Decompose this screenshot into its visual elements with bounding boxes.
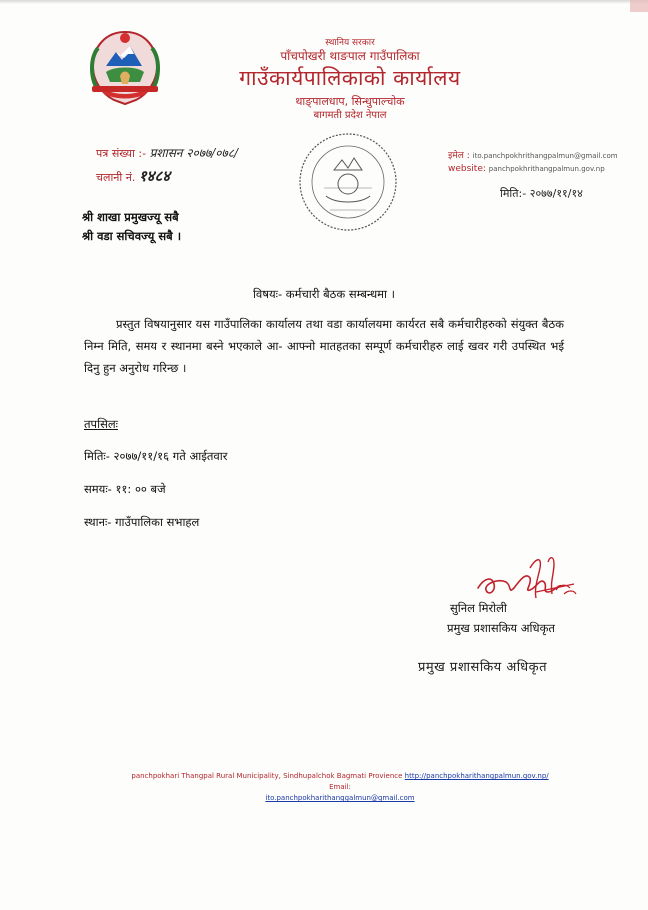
email-value: ito.panchpokhrithangpalmun@gmail.com bbox=[472, 152, 618, 160]
body-paragraph: प्रस्तुत विषयानुसार यस गाउँपालिका कार्यालय तथा वडा कार्यालयमा कार्यरत सबै कर्मचारीहरुको संयुक्त बैठक निम्न मिति, समय र स्थानमा बस्ने भएकाले आ- आफ्नो मातहतका सम्पूर्ण कर्मचारीहरु लाई खवर गरी उपस्थित भई दिनु हुन अनुरोध गरिन्छ । bbox=[84, 317, 564, 375]
letter-date-label: मिति:- bbox=[500, 187, 527, 200]
footer-website-link[interactable]: http://panchpokharithangpalmun.gov.np/ bbox=[404, 772, 549, 780]
dispatch-value: १४८४ bbox=[138, 167, 171, 185]
header-office-title: गाउँकार्यपालिकाको कार्यालय bbox=[239, 66, 461, 90]
handwritten-signature bbox=[470, 548, 580, 608]
footer-email-link[interactable]: ito.panchpokharithanggalmun@gmail.com bbox=[265, 794, 415, 802]
recipient-line: श्री वडा सचिवज्यू सबै । bbox=[82, 229, 182, 243]
footer-address: panchpokhari Thangpal Rural Municipality, Sindhupalchok Bagmati Provience bbox=[131, 772, 403, 780]
reference-value: प्रशासन २०७७/०७८/ bbox=[149, 146, 239, 160]
website-value: panchpokhrithangpalmun.gov.np bbox=[488, 165, 605, 173]
dispatch-number bbox=[96, 166, 170, 186]
meeting-date: मितिः- २०७७/११/१६ गते आईतवार bbox=[84, 449, 228, 463]
footer-line1 bbox=[130, 771, 550, 793]
corner-mark bbox=[630, 0, 648, 12]
office-seal-stamp bbox=[296, 130, 400, 234]
email-row bbox=[448, 150, 638, 163]
website-label: website: bbox=[448, 164, 486, 174]
recipient-line: श्री शाखा प्रमुखज्यू सबै bbox=[82, 210, 179, 224]
recipients bbox=[82, 208, 181, 246]
letter-date-value: २०७७/११/१४ bbox=[529, 187, 583, 200]
header-location-line1: थाङ्पालधाप, सिन्धुपाल्चोक bbox=[295, 95, 405, 108]
contact-block bbox=[448, 150, 638, 176]
signer-title: प्रमुख प्रशासकिय अधिकृत bbox=[447, 621, 555, 635]
footer-email-label: Email: bbox=[329, 783, 351, 791]
header-location-line2: बागमती प्रदेश नेपाल bbox=[313, 110, 387, 121]
designation-stamp: प्रमुख प्रशासकिय अधिकृत bbox=[418, 660, 548, 675]
meeting-time: समयः- ११: ०० बजे bbox=[84, 482, 166, 496]
subject-line: विषयः- कर्मचारी बैठक सम्बन्धमा । bbox=[252, 287, 396, 301]
meeting-place: स्थानः- गाउँपालिका सभाहल bbox=[84, 515, 200, 529]
email-label: इमेल : bbox=[448, 151, 470, 161]
reference-label: पत्र संख्या :- bbox=[96, 147, 147, 160]
letter-date bbox=[500, 186, 583, 201]
letterhead bbox=[200, 38, 500, 123]
details-heading: तपसिलः bbox=[84, 417, 118, 431]
website-row bbox=[448, 163, 638, 176]
nepal-emblem-logo bbox=[84, 28, 166, 106]
header-municipality: पाँचपोखरी थाङपाल गाउँपालिका bbox=[280, 49, 420, 63]
footer bbox=[130, 771, 550, 804]
reference-number bbox=[96, 144, 238, 161]
header-local-government: स्थानिय सरकार bbox=[325, 38, 375, 48]
dispatch-label: चलानी नं. bbox=[96, 171, 136, 184]
page-edge-shadow bbox=[0, 0, 648, 4]
signer-name: सुनिल मिरोली bbox=[450, 601, 507, 615]
